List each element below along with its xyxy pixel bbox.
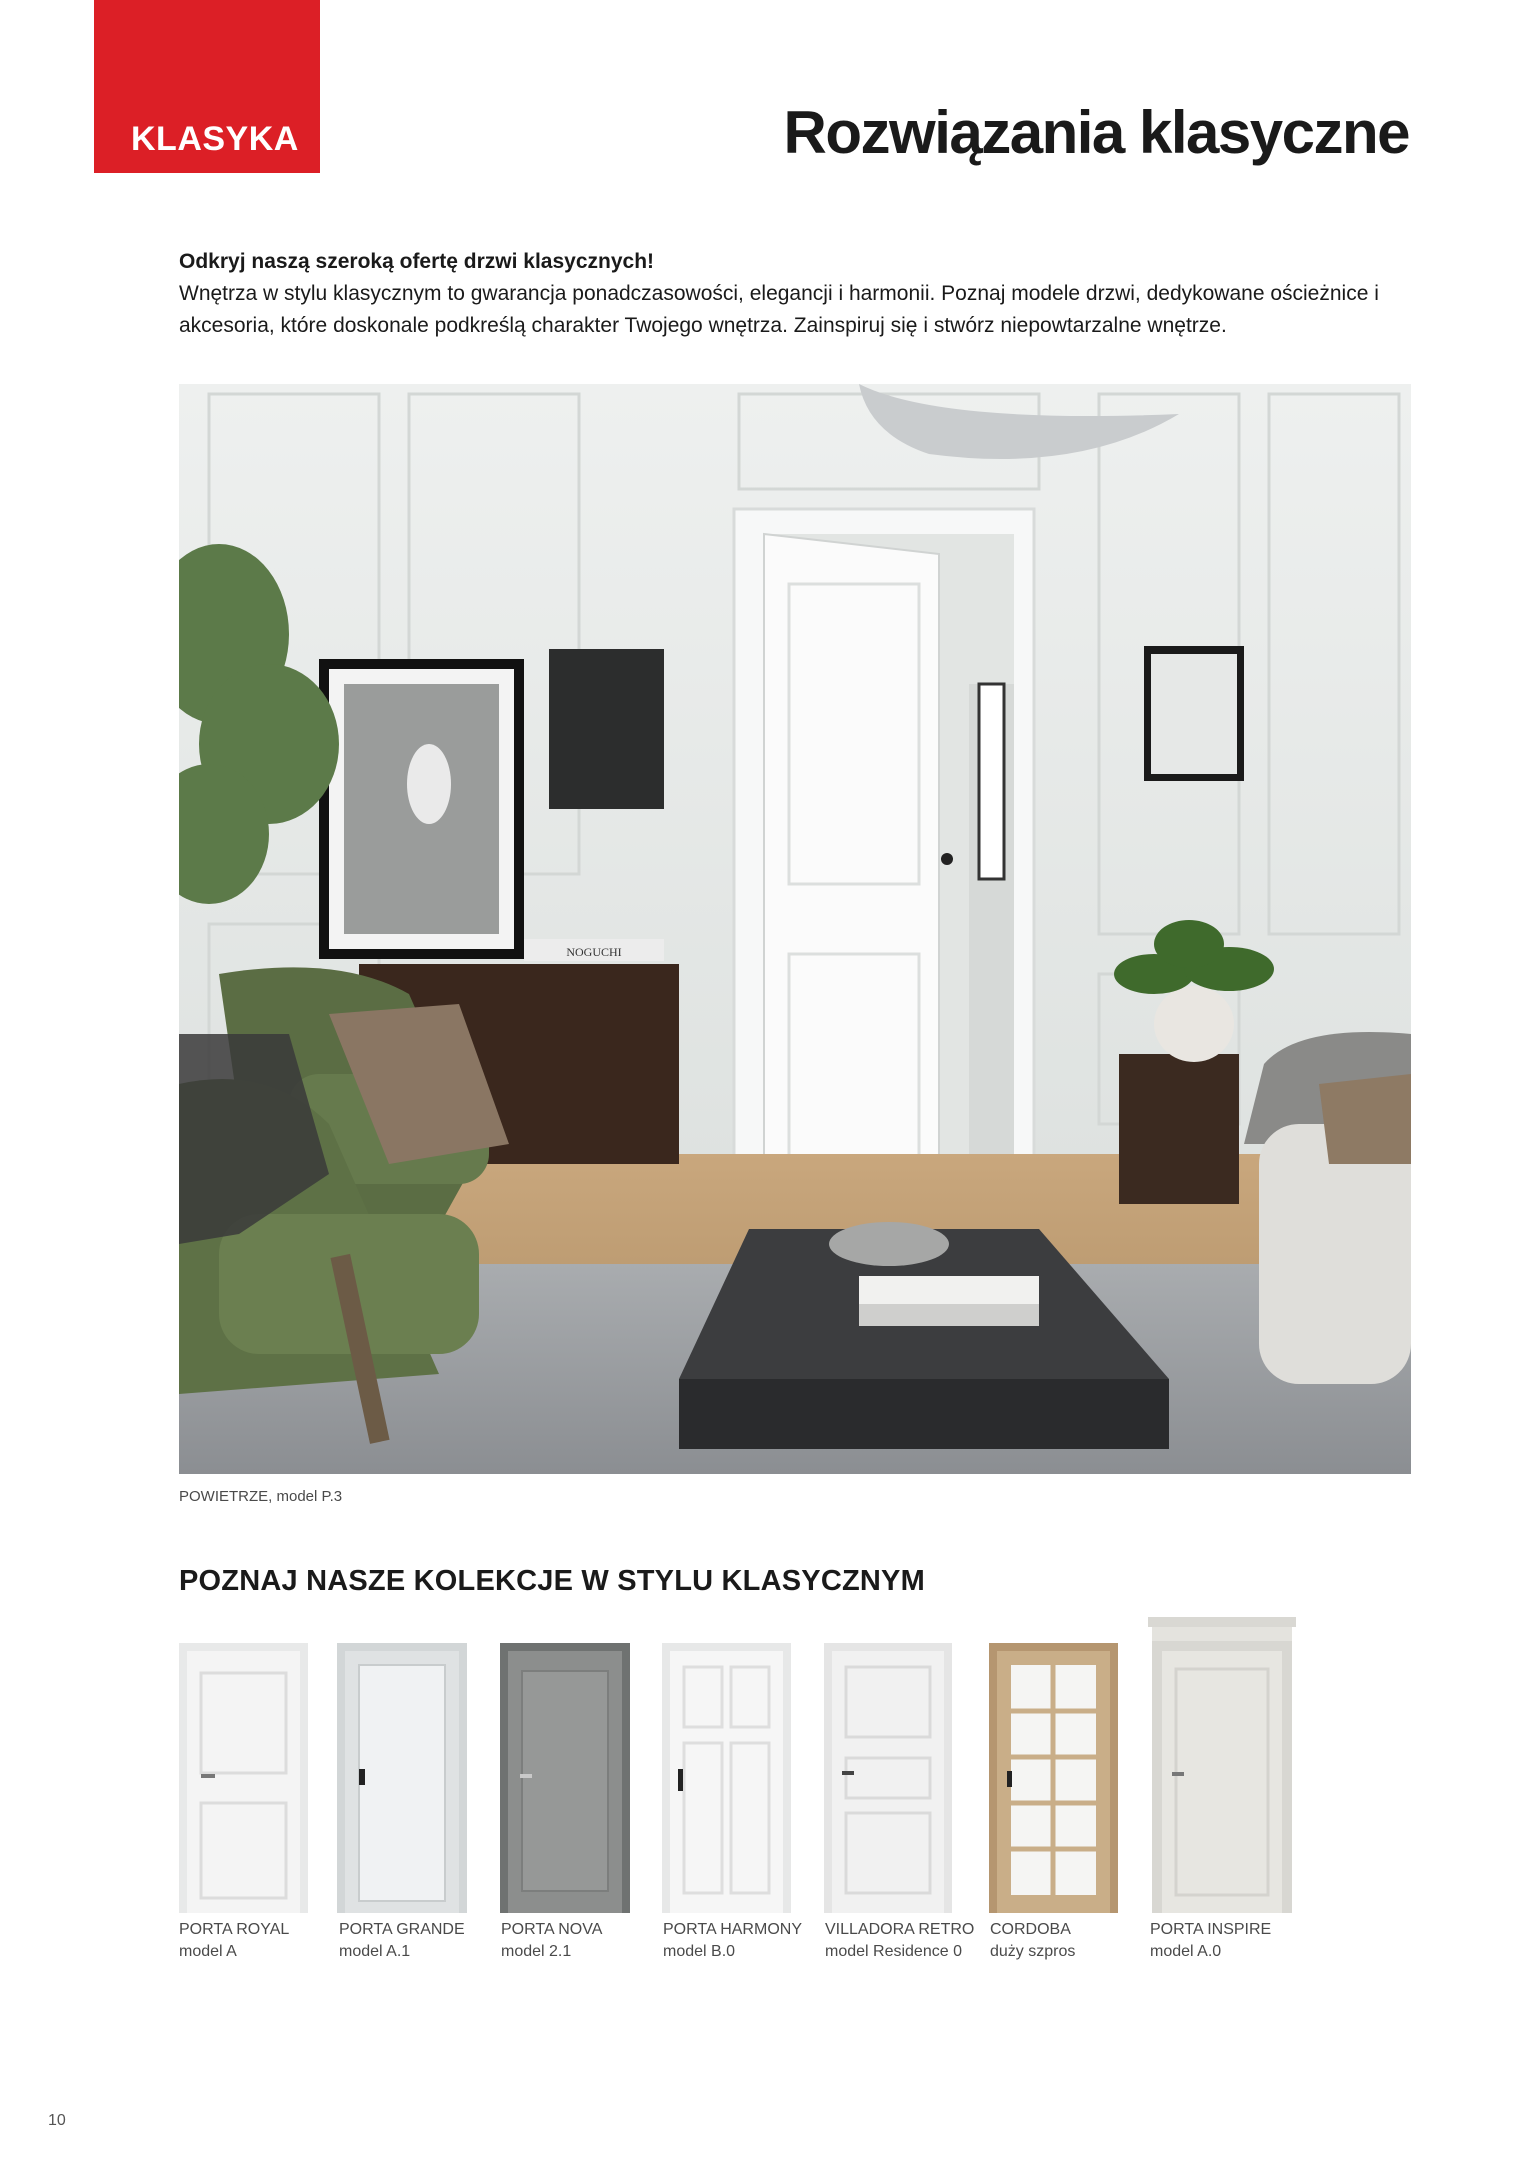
hero-caption: POWIETRZE, model P.3 [179,1488,343,1505]
door-label-porta-inspire: PORTA INSPIRE model A.0 [1150,1921,1272,1960]
intro-body: Wnętrza w stylu klasycznym to gwarancja ponadczasowości, elegancji i harmonii. Poznaj modele drzwi, dedykowane ościeżnice i akcesoria, które doskonale podkreślą charakter Twojego wnętrza. Zainspiruj się i stwórz niepowtarzalne wnętrze. [179,282,1379,337]
door-porta-inspire[interactable] [1148,1617,1296,1913]
door-porta-royal[interactable] [179,1643,308,1913]
section-tag: KLASYKA [94,0,320,173]
intro-lead: Odkryj naszą szeroką ofertę drzwi klasycznych! [179,250,655,273]
collections-title: POZNAJ NASZE KOLEKCJE W STYLU KLASYCZNYM [179,1565,925,1597]
door-cordoba[interactable] [989,1643,1118,1913]
door-label-porta-nova: PORTA NOVA model 2.1 [501,1921,603,1960]
door-label-porta-harmony: PORTA HARMONY model B.0 [663,1921,802,1960]
book-spine-text: NOGUCHI [566,945,622,959]
door-porta-grande[interactable] [337,1643,467,1913]
intro-text [179,246,1419,342]
hero-interior-photo [179,384,1411,1474]
door-porta-harmony[interactable] [662,1643,791,1913]
door-label-porta-royal: PORTA ROYAL model A [179,1921,290,1960]
door-porta-nova[interactable] [500,1643,630,1913]
brown-cushion [1319,1074,1411,1164]
page-title: Rozwiązania klasyczne [783,99,1409,166]
page-number: 10 [48,2112,66,2129]
side-stool [1119,1054,1239,1204]
door-label-villadora-retro: VILLADORA RETRO model Residence 0 [825,1921,975,1960]
door-label-cordoba: CORDOBA duży szpros [990,1921,1076,1960]
door-villadora-retro[interactable] [824,1643,952,1913]
door-label-porta-grande: PORTA GRANDE model A.1 [339,1921,465,1960]
